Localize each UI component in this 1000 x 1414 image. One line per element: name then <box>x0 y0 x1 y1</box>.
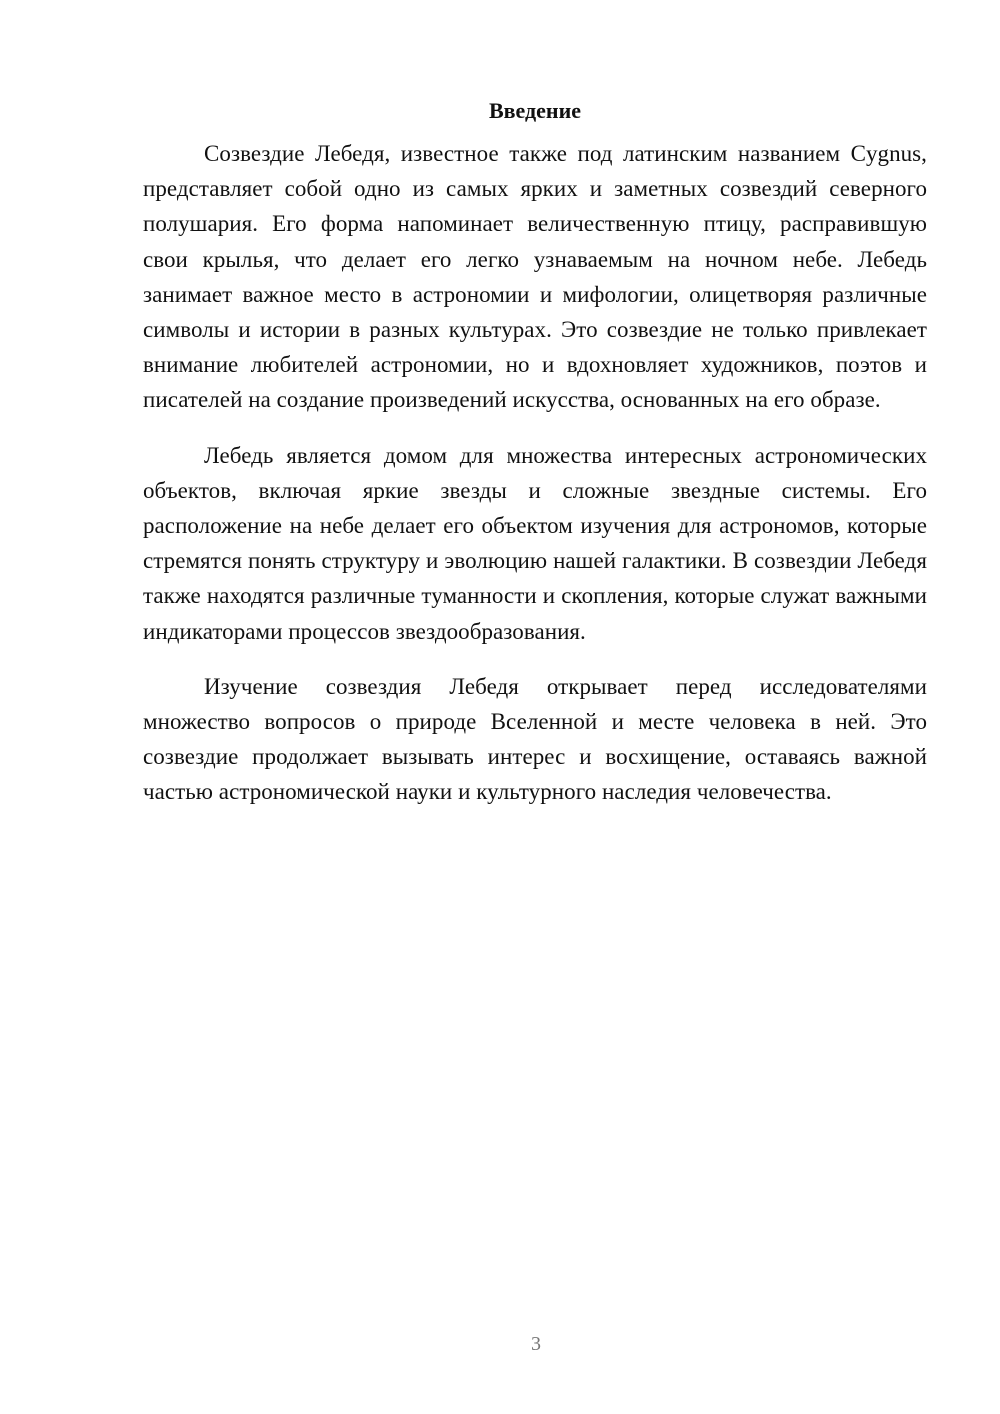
paragraph-3: Изучение созвездия Лебедя открывает перед исследователями множество вопросов о природе Вселенной и месте человека в ней. Это созвездие продолжает вызывать интерес и восхищение, оставаясь важной частью астрономической науки и культурного наследия человечества. <box>143 673 927 805</box>
paragraph-2: Лебедь является домом для множества интересных астрономических объектов, включая яркие звезды и сложные звездные системы. Его расположение на небе делает его объектом изучения для астрономов, которые стремятся понять структуру и эволюцию нашей галактики. В созвездии Лебедя также находятся различные туманности и скопления, которые служат важными индикаторами процессов звездообразования. <box>143 442 927 644</box>
document-body <box>143 96 927 830</box>
page-number: 3 <box>531 1333 541 1355</box>
paragraph-1: Созвездие Лебедя, известное также под латинским названием Cygnus, представляет собой одно из самых ярких и заметных созвездий северного полушария. Его форма напоминает величественную птицу, расправившую свои крылья, что делает его легко узнаваемым на ночном небе. Лебедь занимает важное место в астрономии и мифологии, олицетворяя различные символы и истории в разных культурах. Это созвездие не только привлекает внимание любителей астрономии, но и вдохновляет художников, поэтов и писателей на создание произведений искусства, основанных на его образе. <box>143 141 927 413</box>
section-heading: Введение <box>488 98 582 123</box>
